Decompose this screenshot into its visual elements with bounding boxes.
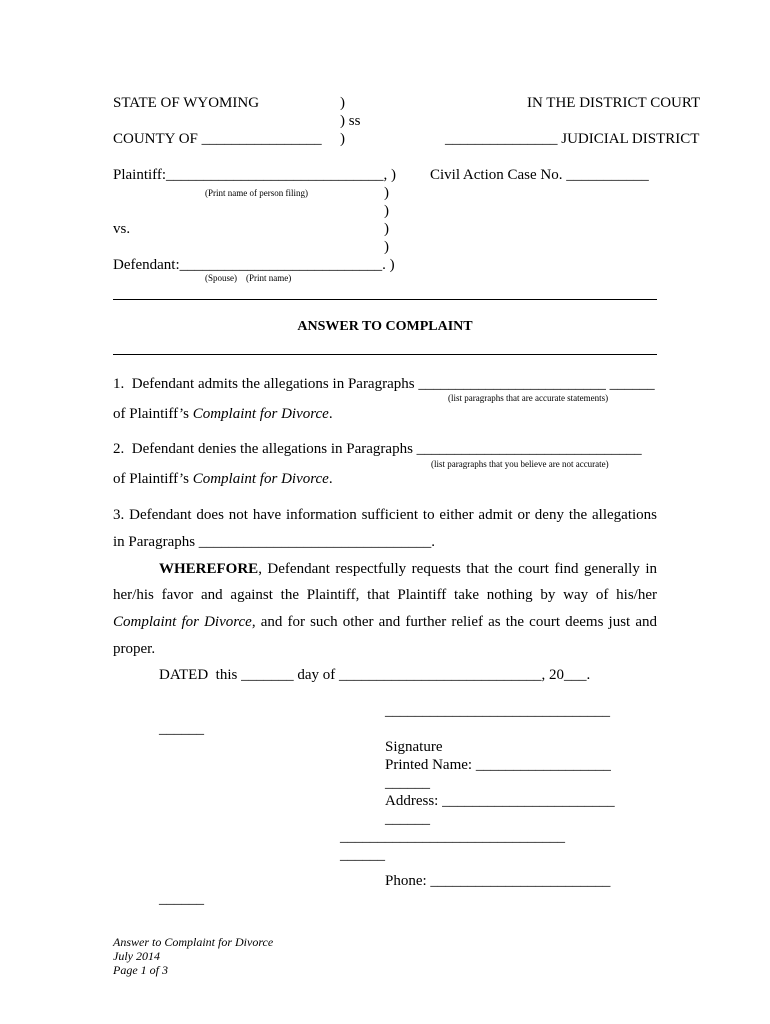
case-number-field: Civil Action Case No. ___________ (430, 167, 649, 183)
divider-bottom (113, 354, 657, 355)
divider-top (113, 299, 657, 300)
vs-label: vs. (113, 221, 131, 237)
wherefore-line1: WHEREFORE, Defendant respectfully requests that the court find generally in (159, 561, 657, 577)
printed-name-field: Printed Name: __________________ (385, 757, 611, 773)
admits-hint: (list paragraphs that are accurate statements) (448, 393, 609, 403)
printed-name-cont: ______ (385, 775, 430, 791)
admits-paragraph: 1. Defendant admits the allegations in Paragraphs _________________________ ______ (113, 376, 655, 392)
address-field: Address: _______________________ (385, 793, 615, 809)
footer-date: July 2014 (113, 949, 160, 963)
caption-paren: ) (384, 203, 389, 219)
caption-paren: ) (384, 185, 389, 201)
document-title: ANSWER TO COMPLAINT (297, 319, 473, 334)
bottom-left-blank: ______ (159, 891, 204, 907)
address-line2: ______________________________ (340, 829, 565, 845)
wherefore-line2: her/his favor and against the Plaintiff, that Plaintiff take nothing by way of his/her (113, 587, 657, 603)
state-label: STATE OF WYOMING (113, 95, 260, 111)
denies-tail: of Plaintiff’s Complaint for Divorce. (113, 471, 333, 487)
court-label: IN THE DISTRICT COURT (527, 95, 701, 111)
plaintiff-hint: (Print name of person filing) (205, 188, 308, 198)
denies-hint: (list paragraphs that you believe are not accurate) (431, 459, 609, 469)
caption-paren: ) (384, 221, 389, 237)
insufficient-info-line2: in Paragraphs _______________________________. (113, 534, 436, 550)
wherefore-line3: Complaint for Divorce, and for such other and further relief as the court deems just and (113, 614, 657, 630)
denies-paragraph: 2. Defendant denies the allegations in Paragraphs ______________________________ (113, 441, 642, 457)
wherefore-line4: proper. (113, 641, 156, 657)
phone-field: Phone: ________________________ (385, 873, 611, 889)
signature-left-blank: ______ (159, 721, 204, 737)
footer-title: Answer to Complaint for Divorce (113, 935, 274, 949)
county-field: COUNTY OF ________________ (113, 131, 322, 147)
address-line2-cont: ______ (340, 847, 385, 863)
caption-paren: ) (340, 131, 345, 147)
insufficient-info-paragraph: 3. Defendant does not have information sufficient to either admit or deny the allegations (113, 507, 657, 523)
footer-page: Page 1 of 3 (113, 963, 168, 977)
ss-label: ) ss (340, 113, 361, 129)
dated-line: DATED this _______ day of ___________________________, 20___. (159, 667, 591, 683)
signature-line: ______________________________ (385, 703, 610, 719)
defendant-field: Defendant:___________________________. ) (113, 257, 395, 273)
address-cont: ______ (385, 811, 430, 827)
caption-paren: ) (384, 239, 389, 255)
defendant-hint: (Spouse) (Print name) (205, 273, 292, 283)
judicial-district-field: _______________ JUDICIAL DISTRICT (445, 131, 700, 147)
signature-label: Signature (385, 739, 443, 755)
admits-tail: of Plaintiff’s Complaint for Divorce. (113, 406, 333, 422)
plaintiff-field: Plaintiff:_____________________________, ) (113, 167, 397, 183)
caption-paren: ) (340, 95, 345, 111)
